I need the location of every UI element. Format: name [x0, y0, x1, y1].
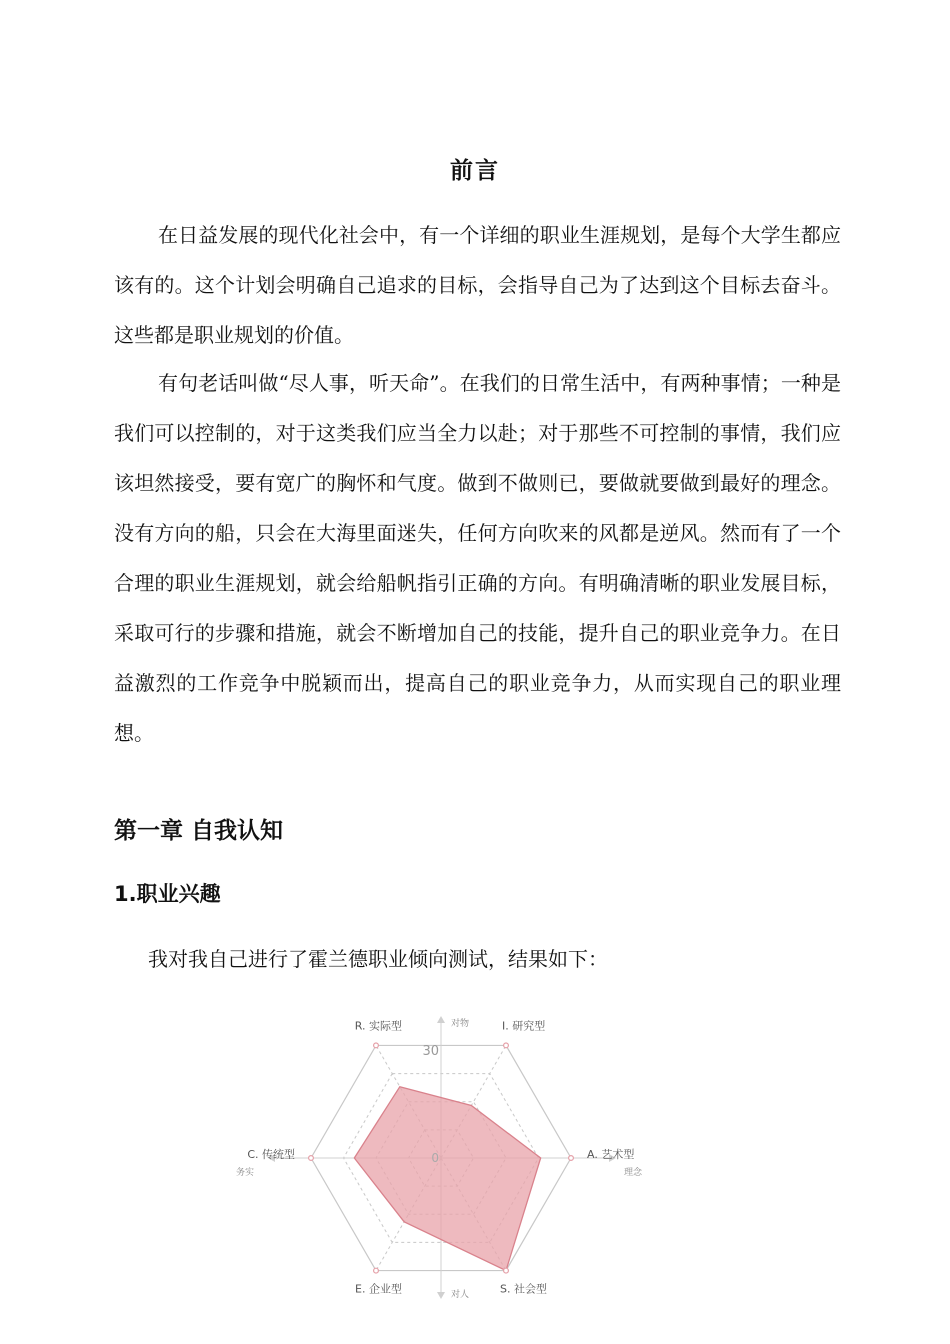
preface-paragraph-1: 在日益发展的现代化社会中，有一个详细的职业生涯规划，是每个大学生都应该有的。这个计划会明确自己追求的目标，会指导自己为了达到这个目标去奋斗。这些都是职业规划的价值。 [114, 223, 841, 347]
direction-label-bottom: 对人 [451, 1290, 470, 1300]
radar-axis-label-3: A. 艺术型 [587, 1148, 635, 1161]
direction-label-right: 理念 [624, 1168, 643, 1178]
radar-axis-label-1: R. 实际型 [354, 1019, 402, 1033]
radar-axis-label-6: C. 传统型 [247, 1148, 295, 1161]
preface-paragraph-2: 有句老话叫做“尽人事，听天命”。在我们的日常生活中，有两种事情；一种是我们可以控制的，对于这类我们应当全力以赴；对于那些不可控制的事情，我们应该坦然接受，要有宽广的胸怀和气度。做到不做则已，要做就要做到最好的理念。没有方向的船，只会在大海里面迷失，任何方向吹来的风都是逆风。然而有了一个合理的职业生涯规划，就会给船帆指引正确的方向。有明确清晰的职业发展目标，采取可行的步骤和措施，就会不断增加自己的技能，提升自己的职业竞争力。在日益激烈的工作竞争中脱颖而出，提高自己的职业竞争力，从而实现自己的职业理想。 [114, 371, 841, 745]
direction-label-top: 对物 [451, 1019, 470, 1029]
radar-tick-label-30: 30 [422, 1043, 439, 1059]
direction-label-left: 务实 [236, 1168, 255, 1178]
radar-axis-label-4: S. 社会型 [500, 1282, 547, 1296]
page-title: 前言 [450, 158, 500, 184]
radar-vertex-2 [504, 1043, 509, 1048]
radar-tick-label-0: 0 [431, 1151, 439, 1165]
radar-axis-label-2: I. 研究型 [502, 1019, 546, 1033]
radar-axis-label-5: E. 企业型 [355, 1282, 402, 1296]
arrow-down-icon [437, 1292, 445, 1299]
arrow-up-icon [437, 1016, 445, 1023]
radar-vertex-3 [569, 1156, 574, 1161]
radar-vertex-1 [374, 1043, 379, 1048]
chapter-heading: 第一章 自我认知 [114, 818, 284, 844]
radar-vertex-4 [504, 1268, 509, 1273]
radar-vertex-5 [374, 1268, 379, 1273]
section-heading: 1.职业兴趣 [114, 882, 221, 906]
holland-radar-chart [222, 1014, 648, 1304]
intro-text: 我对我自己进行了霍兰德职业倾向测试，结果如下： [148, 947, 608, 971]
radar-vertex-6 [309, 1156, 314, 1161]
